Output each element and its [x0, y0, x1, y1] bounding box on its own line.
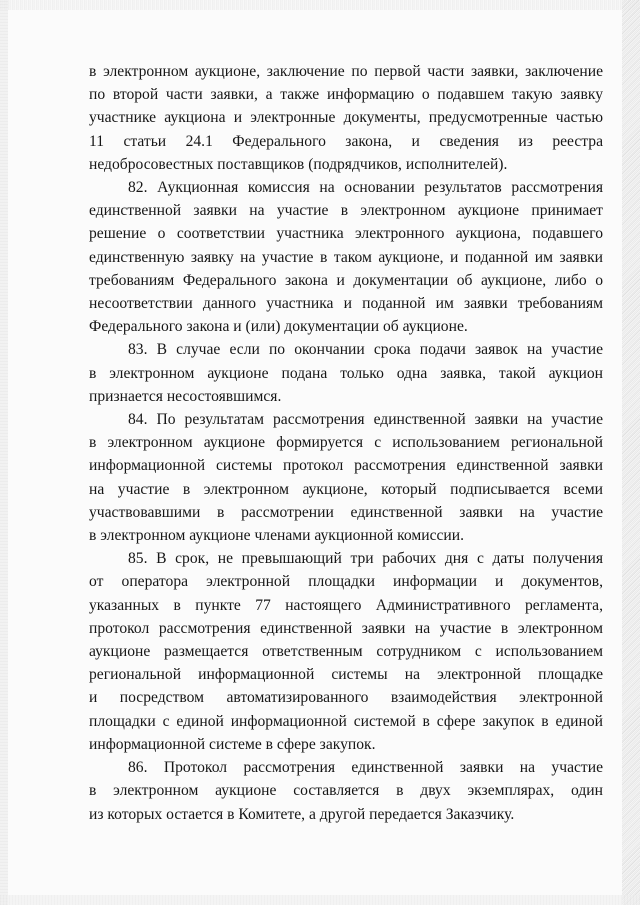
- text-line: Федерального закона и (или) документации об аукционе.: [89, 318, 468, 336]
- text-line: 11 статьи 24.1 Федерального закона, и сведения из реестра: [89, 132, 603, 150]
- text-line: несоответствии данного участника и поданной им заявки требованиям: [89, 295, 603, 313]
- scan-noise-left: [0, 0, 8, 905]
- paragraph-85: [89, 547, 603, 756]
- text-line: единственной заявки на участие в электронном аукционе принимает: [89, 202, 603, 220]
- text-line: признается несостоявшимся.: [89, 387, 282, 405]
- text-line: в электронном аукционе членами аукционной комиссии.: [89, 527, 465, 545]
- text-line: в электронном аукционе составляется в двух экземплярах, один: [89, 782, 603, 800]
- text-line: на участие в электронном аукционе, который подписывается всеми: [89, 480, 603, 498]
- text-line: 83. В случае если по окончании срока подачи заявок на участие: [128, 341, 603, 359]
- text-line: участнике аукциона и электронные документы, предусмотренные частью: [89, 109, 603, 127]
- text-line: от оператора электронной площадки информации и документов,: [89, 573, 603, 591]
- paragraph-84: [89, 408, 603, 547]
- text-line: аукционе размещается ответственным сотрудником с использованием: [89, 643, 603, 661]
- scan-noise-top: [0, 0, 640, 10]
- scan-noise-bottom: [0, 895, 640, 905]
- paragraph-83: [89, 338, 603, 408]
- paragraph-86: [89, 756, 603, 826]
- text-line: решение о соответствии участника электронного аукциона, подавшего: [89, 225, 603, 243]
- text-line: участвовавшими в рассмотрении единственной заявки на участие: [89, 503, 603, 521]
- text-line: по второй части заявки, а также информацию о подавшем такую заявку: [89, 86, 603, 104]
- text-line: указанных в пункте 77 настоящего Административного регламента,: [89, 596, 603, 614]
- paragraph-82: [89, 176, 603, 338]
- text-line: 85. В срок, не превышающий три рабочих дня с даты получения: [128, 550, 603, 568]
- text-line: информационной системе в сфере закупок.: [89, 735, 376, 753]
- text-line: 82. Аукционная комиссия на основании результатов рассмотрения: [128, 179, 603, 197]
- text-line: из которых остается в Комитете, а другой передается Заказчику.: [89, 805, 515, 823]
- text-line: в электронном аукционе, заключение по первой части заявки, заключение: [89, 63, 603, 80]
- text-line: 86. Протокол рассмотрения единственной заявки на участие: [128, 759, 603, 777]
- text-line: и посредством автоматизированного взаимодействия электронной: [89, 689, 603, 707]
- text-line: 84. По результатам рассмотрения единственной заявки на участие: [128, 411, 603, 429]
- text-line: в электронном аукционе формируется с использованием региональной: [89, 434, 603, 452]
- text-line: площадки с единой информационной системой в сфере закупок в единой: [89, 712, 603, 730]
- document-body: [89, 60, 603, 826]
- text-line: требованиям Федерального закона и документации об аукционе, либо о: [89, 271, 603, 289]
- text-line: единственную заявку на участие в таком аукционе, и поданной им заявки: [89, 248, 603, 266]
- text-line: региональной информационной системы на электронной площадке: [89, 666, 603, 684]
- text-line: недобросовестных поставщиков (подрядчиков, исполнителей).: [89, 155, 508, 173]
- text-line: протокол рассмотрения единственной заявки на участие в электронном: [89, 619, 603, 637]
- text-line: в электронном аукционе подана только одна заявка, такой аукцион: [89, 364, 603, 382]
- text-line: информационной системы протокол рассмотрения единственной заявки: [89, 457, 603, 475]
- paragraph-81-continuation: [89, 60, 603, 176]
- scan-noise-right: [622, 0, 640, 905]
